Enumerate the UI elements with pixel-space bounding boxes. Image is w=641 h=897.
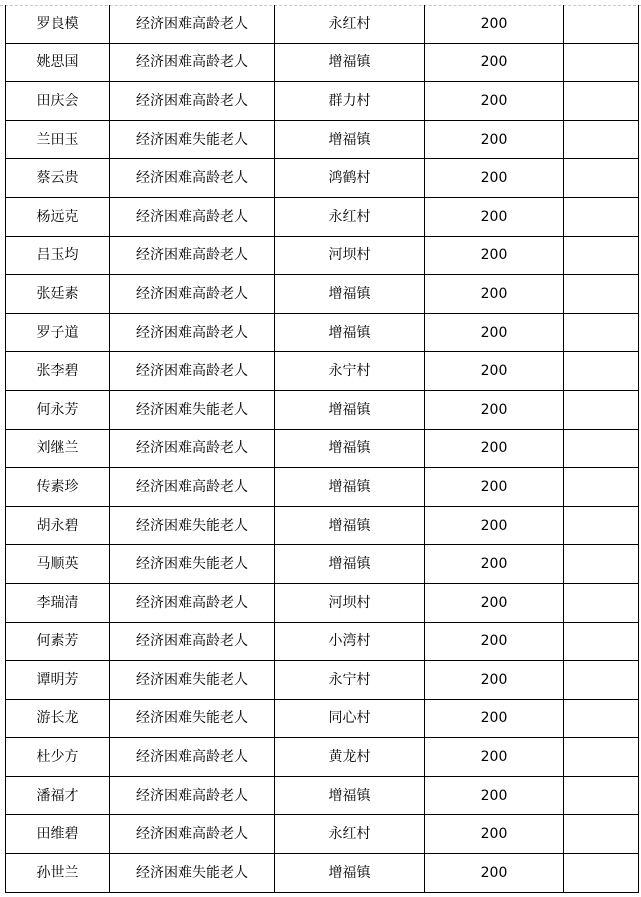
category-cell: 经济困难高龄老人: [110, 468, 275, 507]
name-cell: 吕玉均: [6, 236, 110, 275]
blank-cell: [564, 468, 639, 507]
table-row: [6, 776, 639, 815]
blank-cell: [564, 5, 639, 43]
category-cell: 经济困难高龄老人: [110, 583, 275, 622]
blank-cell: [564, 197, 639, 236]
category-cell: 经济困难高龄老人: [110, 82, 275, 121]
blank-cell: [564, 699, 639, 738]
location-cell: 永宁村: [275, 352, 425, 391]
amount-cell: 200: [425, 661, 564, 700]
blank-cell: [564, 545, 639, 584]
location-cell: 永红村: [275, 197, 425, 236]
amount-cell: 200: [425, 815, 564, 854]
amount-cell: 200: [425, 545, 564, 584]
table-row: [6, 854, 639, 893]
subsidy-table-body: [6, 5, 639, 892]
location-cell: 永红村: [275, 815, 425, 854]
name-cell: 兰田玉: [6, 120, 110, 159]
location-cell: 鸿鹤村: [275, 159, 425, 198]
table-row: [6, 197, 639, 236]
name-cell: 李瑞清: [6, 583, 110, 622]
blank-cell: [564, 159, 639, 198]
amount-cell: 200: [425, 197, 564, 236]
location-cell: 河坝村: [275, 583, 425, 622]
amount-cell: 200: [425, 429, 564, 468]
table-row: [6, 429, 639, 468]
category-cell: 经济困难失能老人: [110, 699, 275, 738]
amount-cell: 200: [425, 159, 564, 198]
location-cell: 增福镇: [275, 776, 425, 815]
amount-cell: 200: [425, 468, 564, 507]
amount-cell: 200: [425, 622, 564, 661]
amount-cell: 200: [425, 352, 564, 391]
table-row: [6, 82, 639, 121]
category-cell: 经济困难高龄老人: [110, 352, 275, 391]
category-cell: 经济困难失能老人: [110, 545, 275, 584]
blank-cell: [564, 275, 639, 314]
location-cell: 增福镇: [275, 390, 425, 429]
category-cell: 经济困难失能老人: [110, 506, 275, 545]
blank-cell: [564, 506, 639, 545]
table-row: [6, 313, 639, 352]
location-cell: 增福镇: [275, 275, 425, 314]
name-cell: 何素芳: [6, 622, 110, 661]
blank-cell: [564, 622, 639, 661]
category-cell: 经济困难高龄老人: [110, 738, 275, 777]
blank-cell: [564, 120, 639, 159]
amount-cell: 200: [425, 43, 564, 82]
blank-cell: [564, 429, 639, 468]
category-cell: 经济困难失能老人: [110, 390, 275, 429]
name-cell: 罗子道: [6, 313, 110, 352]
location-cell: 增福镇: [275, 545, 425, 584]
blank-cell: [564, 776, 639, 815]
amount-cell: 200: [425, 313, 564, 352]
table-row: [6, 275, 639, 314]
table-row: [6, 43, 639, 82]
location-cell: 增福镇: [275, 43, 425, 82]
amount-cell: 200: [425, 390, 564, 429]
amount-cell: 200: [425, 854, 564, 893]
table-row: [6, 583, 639, 622]
table-row: [6, 622, 639, 661]
amount-cell: 200: [425, 738, 564, 777]
category-cell: 经济困难高龄老人: [110, 236, 275, 275]
blank-cell: [564, 82, 639, 121]
category-cell: 经济困难失能老人: [110, 661, 275, 700]
subsidy-table: [5, 5, 639, 893]
table-row: [6, 468, 639, 507]
name-cell: 田维碧: [6, 815, 110, 854]
location-cell: 增福镇: [275, 120, 425, 159]
category-cell: 经济困难高龄老人: [110, 43, 275, 82]
name-cell: 胡永碧: [6, 506, 110, 545]
table-row: [6, 5, 639, 43]
location-cell: 小湾村: [275, 622, 425, 661]
name-cell: 马顺英: [6, 545, 110, 584]
name-cell: 刘继兰: [6, 429, 110, 468]
location-cell: 永红村: [275, 5, 425, 43]
category-cell: 经济困难失能老人: [110, 120, 275, 159]
blank-cell: [564, 352, 639, 391]
table-row: [6, 699, 639, 738]
blank-cell: [564, 313, 639, 352]
table-row: [6, 661, 639, 700]
category-cell: 经济困难高龄老人: [110, 815, 275, 854]
category-cell: 经济困难高龄老人: [110, 197, 275, 236]
location-cell: 永宁村: [275, 661, 425, 700]
blank-cell: [564, 854, 639, 893]
table-row: [6, 390, 639, 429]
location-cell: 黄龙村: [275, 738, 425, 777]
blank-cell: [564, 583, 639, 622]
name-cell: 蔡云贵: [6, 159, 110, 198]
table-row: [6, 815, 639, 854]
table-row: [6, 738, 639, 777]
category-cell: 经济困难失能老人: [110, 854, 275, 893]
category-cell: 经济困难高龄老人: [110, 159, 275, 198]
name-cell: 张李碧: [6, 352, 110, 391]
amount-cell: 200: [425, 506, 564, 545]
category-cell: 经济困难高龄老人: [110, 622, 275, 661]
blank-cell: [564, 236, 639, 275]
name-cell: 孙世兰: [6, 854, 110, 893]
name-cell: 姚思国: [6, 43, 110, 82]
name-cell: 罗良模: [6, 5, 110, 43]
name-cell: 谭明芳: [6, 661, 110, 700]
location-cell: 增福镇: [275, 506, 425, 545]
table-row: [6, 120, 639, 159]
table-row: [6, 506, 639, 545]
amount-cell: 200: [425, 5, 564, 43]
category-cell: 经济困难高龄老人: [110, 5, 275, 43]
name-cell: 杜少方: [6, 738, 110, 777]
location-cell: 增福镇: [275, 468, 425, 507]
name-cell: 游长龙: [6, 699, 110, 738]
location-cell: 增福镇: [275, 854, 425, 893]
table-row: [6, 159, 639, 198]
amount-cell: 200: [425, 699, 564, 738]
category-cell: 经济困难高龄老人: [110, 313, 275, 352]
amount-cell: 200: [425, 776, 564, 815]
name-cell: 田庆会: [6, 82, 110, 121]
location-cell: 增福镇: [275, 429, 425, 468]
category-cell: 经济困难高龄老人: [110, 275, 275, 314]
location-cell: 同心村: [275, 699, 425, 738]
location-cell: 群力村: [275, 82, 425, 121]
table-row: [6, 236, 639, 275]
location-cell: 河坝村: [275, 236, 425, 275]
name-cell: 传素珍: [6, 468, 110, 507]
amount-cell: 200: [425, 236, 564, 275]
amount-cell: 200: [425, 583, 564, 622]
category-cell: 经济困难高龄老人: [110, 429, 275, 468]
blank-cell: [564, 738, 639, 777]
table-row: [6, 545, 639, 584]
amount-cell: 200: [425, 120, 564, 159]
location-cell: 增福镇: [275, 313, 425, 352]
name-cell: 何永芳: [6, 390, 110, 429]
blank-cell: [564, 390, 639, 429]
table-row: [6, 352, 639, 391]
name-cell: 张廷素: [6, 275, 110, 314]
blank-cell: [564, 43, 639, 82]
amount-cell: 200: [425, 275, 564, 314]
category-cell: 经济困难高龄老人: [110, 776, 275, 815]
blank-cell: [564, 815, 639, 854]
name-cell: 潘福才: [6, 776, 110, 815]
blank-cell: [564, 661, 639, 700]
amount-cell: 200: [425, 82, 564, 121]
name-cell: 杨远克: [6, 197, 110, 236]
